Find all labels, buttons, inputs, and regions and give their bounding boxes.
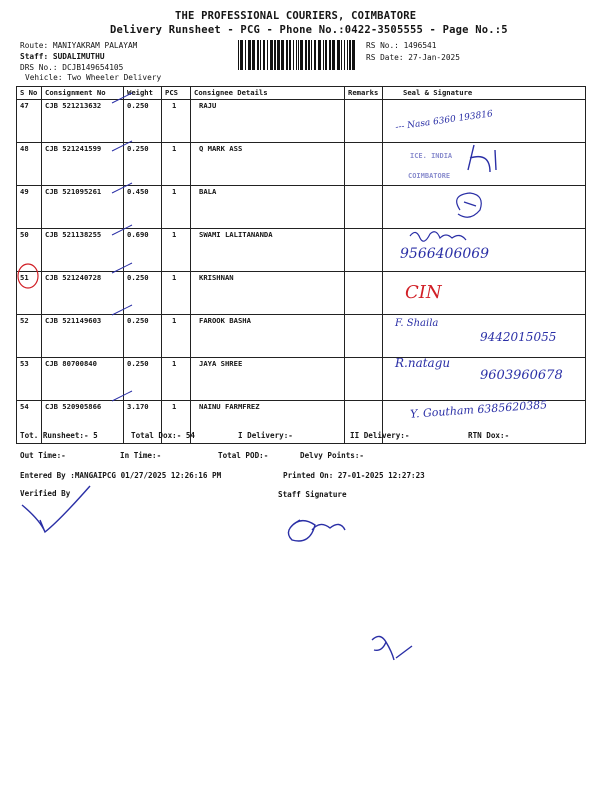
drs-value: DCJB149654105	[62, 63, 124, 72]
out-time: Out Time:-	[20, 451, 66, 460]
row-pcs: 1	[162, 186, 191, 229]
row-pcs: 1	[162, 315, 191, 358]
delvy-points: Delvy Points:-	[300, 451, 365, 460]
row-remarks	[345, 186, 383, 229]
staff-line	[20, 52, 105, 61]
i-delivery: I Delivery:-	[238, 431, 293, 440]
row-weight: 0.250	[124, 315, 162, 358]
col-header-remarks: Remarks	[345, 87, 383, 100]
staff-signature-label: Staff Signature	[278, 490, 347, 499]
drs-line	[20, 63, 123, 72]
ii-delivery: II Delivery:-	[350, 431, 410, 440]
handwriting-row47: --- Nasa 6360 193816	[394, 109, 494, 133]
row-consignment-no: CJB 80700840	[42, 358, 124, 401]
row-remarks	[345, 358, 383, 401]
handwriting-row53-phone: 9603960678	[480, 368, 563, 383]
row-remarks	[345, 272, 383, 315]
row-consignee: KRISHNAN	[191, 272, 345, 315]
row-consignment-no: CJB 521138255	[42, 229, 124, 272]
handwriting-row52-phone: 9442015055	[480, 330, 557, 344]
col-header-sno: S No	[17, 87, 42, 100]
table-row	[17, 143, 586, 186]
row-consignment-no: CJB 521240728	[42, 272, 124, 315]
rtn-dox: RTN Dox:-	[468, 431, 510, 440]
handwriting-row54: Y. Goutham 6385620385	[409, 398, 548, 421]
col-header-weight: Weight	[124, 87, 162, 100]
staff-label: Staff:	[20, 52, 49, 61]
row-sno: 54	[17, 401, 42, 444]
rs-date-label: RS Date:	[366, 53, 404, 62]
tot-runsheet: Tot. Runsheet:- 5	[20, 431, 98, 440]
row-pcs: 1	[162, 272, 191, 315]
rs-date-value: 27-Jan-2025	[408, 53, 460, 62]
row-consignment-no: CJB 521241599	[42, 143, 124, 186]
row-seal-signature	[383, 143, 586, 186]
row-consignee: FAROOK BASHA	[191, 315, 345, 358]
row-remarks	[345, 315, 383, 358]
total-dox: Total Dox:- 54	[131, 431, 196, 440]
vehicle-label: Vehicle:	[25, 73, 63, 82]
row-sno: 53	[17, 358, 42, 401]
row-sno: 50	[17, 229, 42, 272]
row-weight: 0.450	[124, 186, 162, 229]
handwriting-row52-name: F. Shaila	[395, 318, 439, 329]
handwriting-row50: 9566406069	[400, 246, 490, 262]
row-pcs: 1	[162, 401, 191, 444]
svg-text:COIMBATORE: COIMBATORE	[408, 172, 451, 180]
row-pcs: 1	[162, 100, 191, 143]
row-pcs: 1	[162, 358, 191, 401]
barcode	[238, 40, 358, 70]
row-consignee: NAINU FARMFREZ	[191, 401, 345, 444]
entered-by: Entered By :MANGAIPCG 01/27/2025 12:26:16 PM	[20, 471, 222, 480]
table-row	[17, 186, 586, 229]
row-consignment-no: CJB 521149603	[42, 315, 124, 358]
handwriting-row51: CIN	[405, 282, 442, 303]
row-consignment-no: CJB 520905866	[42, 401, 124, 444]
route-value: MANIYAKRAM PALAYAM	[52, 41, 138, 50]
row-sno: 52	[17, 315, 42, 358]
row-consignment-no: CJB 521095261	[42, 186, 124, 229]
rs-no-line	[366, 41, 436, 50]
vehicle-line	[25, 73, 161, 82]
bottom-scribble	[372, 636, 412, 660]
signature-staff	[288, 520, 345, 541]
company-title: THE PROFESSIONAL COURIERS, COIMBATORE	[175, 10, 417, 22]
col-header-consignee: Consignee Details	[191, 87, 345, 100]
runsheet-subtitle: Delivery Runsheet - PCG - Phone No.:0422-3505555 - Page No.:5	[110, 24, 508, 36]
row-sno: 47	[17, 100, 42, 143]
table-row	[17, 229, 586, 272]
verified-by-label: Verified By	[20, 489, 71, 498]
row-consignee: RAJU	[191, 100, 345, 143]
row-weight: 0.250	[124, 100, 162, 143]
row-consignee: SWAMI LALITANANDA	[191, 229, 345, 272]
total-pod: Total POD:-	[218, 451, 269, 460]
rs-no-value: 1496541	[403, 41, 437, 50]
printed-on: Printed On: 27-01-2025 12:27:23	[283, 471, 425, 480]
row-remarks	[345, 100, 383, 143]
row-weight: 0.250	[124, 272, 162, 315]
route-line	[20, 41, 137, 50]
row-pcs: 1	[162, 229, 191, 272]
row-weight: 0.690	[124, 229, 162, 272]
drs-label: DRS No.:	[20, 63, 58, 72]
row-remarks	[345, 143, 383, 186]
row-sno: 49	[17, 186, 42, 229]
col-header-pcs: PCS	[162, 87, 191, 100]
runsheet-table	[16, 86, 586, 444]
vehicle-value: Two Wheeler Delivery	[67, 73, 162, 82]
rs-no-label: RS No.:	[366, 41, 399, 50]
table-row	[17, 272, 586, 315]
row-remarks	[345, 229, 383, 272]
svg-text:ICE. INDIA: ICE. INDIA	[410, 152, 453, 160]
handwriting-row53-name: R.natagu	[395, 356, 451, 370]
in-time: In Time:-	[120, 451, 162, 460]
row-sno: 51	[17, 272, 42, 315]
staff-value: SUDALIMUTHU	[52, 52, 105, 61]
row-seal-signature	[383, 186, 586, 229]
col-header-consignment: Consignment No	[42, 87, 124, 100]
col-header-seal: Seal & Signature	[383, 87, 586, 100]
row-weight: 0.250	[124, 143, 162, 186]
row-consignee: BALA	[191, 186, 345, 229]
row-weight: 3.170	[124, 401, 162, 444]
row-pcs: 1	[162, 143, 191, 186]
table-row	[17, 100, 586, 143]
row-consignee: Q MARK ASS	[191, 143, 345, 186]
row-sno: 48	[17, 143, 42, 186]
row-consignee: JAYA SHREE	[191, 358, 345, 401]
route-label: Route:	[20, 41, 49, 50]
row-consignment-no: CJB 521213632	[42, 100, 124, 143]
table-header-row	[17, 87, 586, 100]
rs-date-line	[366, 53, 460, 62]
row-weight: 0.250	[124, 358, 162, 401]
